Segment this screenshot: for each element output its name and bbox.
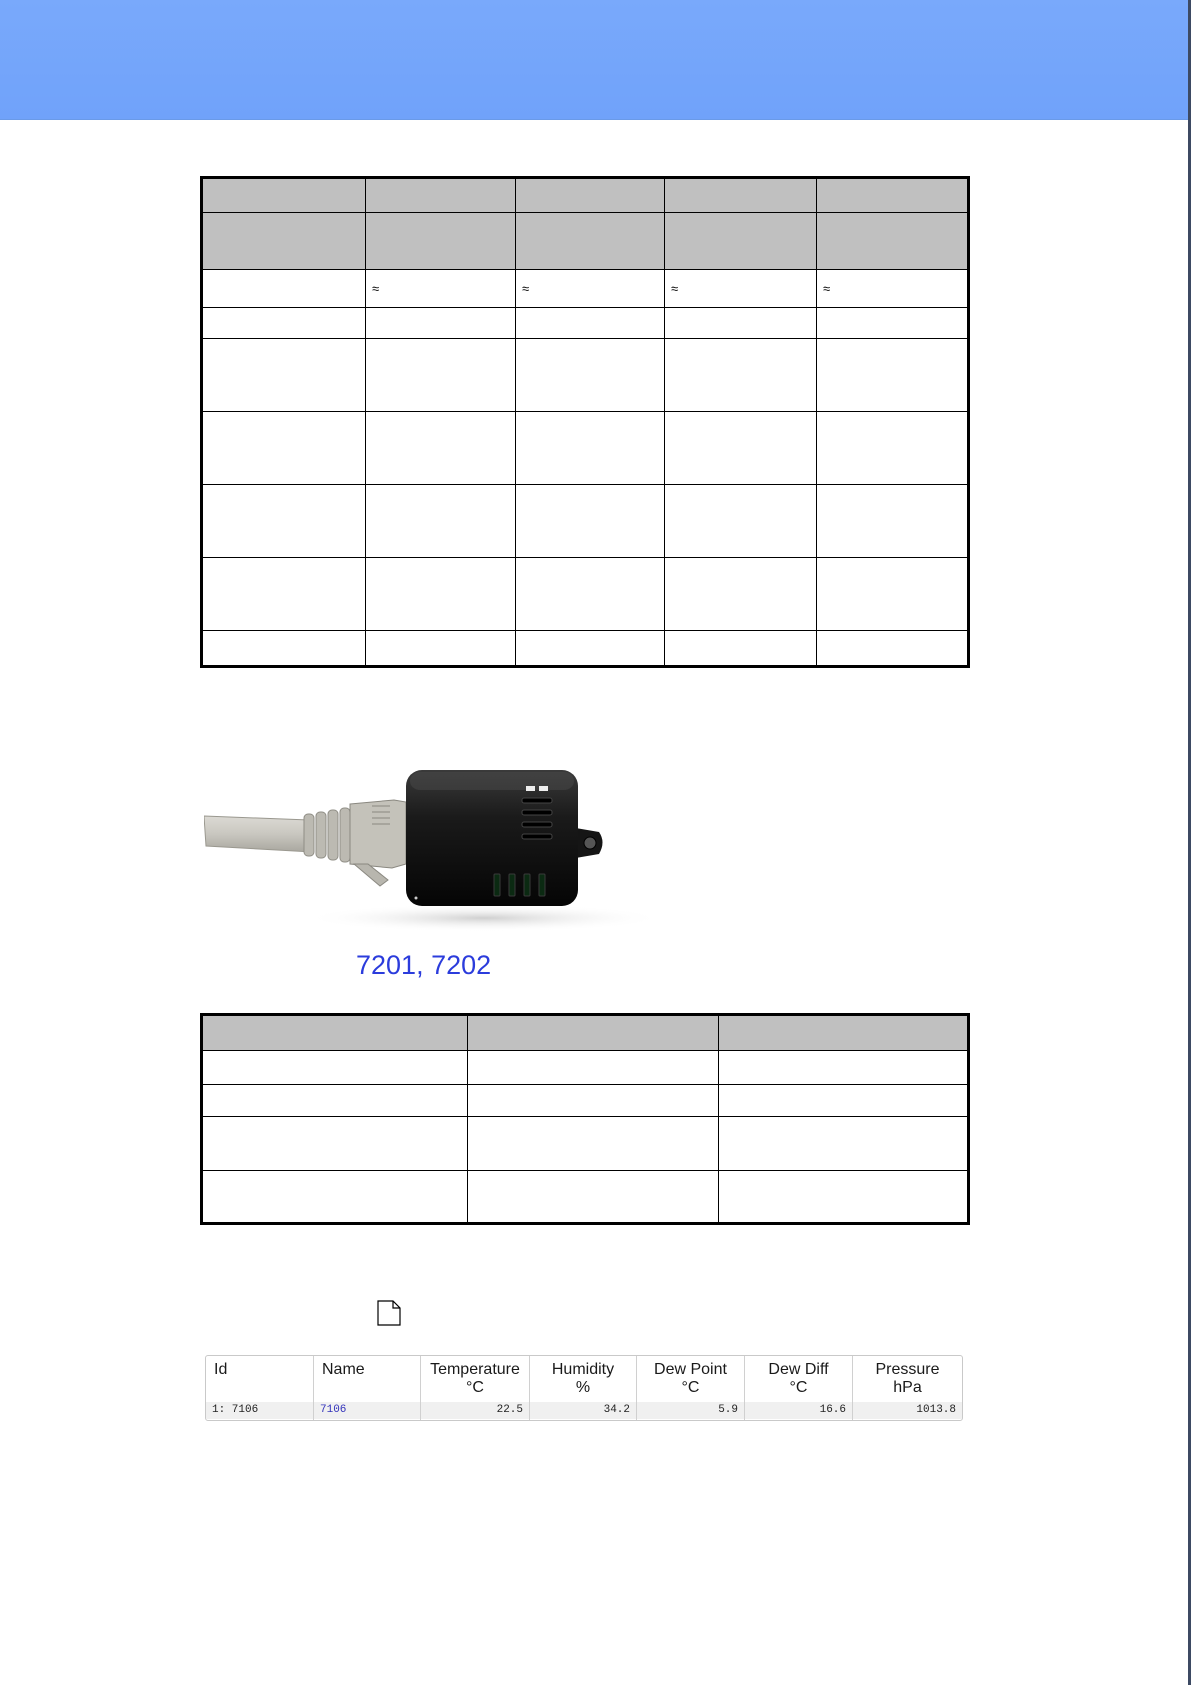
readout-value-pressure: 1013.8 [853,1402,962,1419]
spec-cell [817,558,969,631]
spec-row [202,308,969,339]
spec-approx-cell: ≈ [665,270,817,308]
spec-cell [516,631,665,667]
column-header: Dew Point [654,1361,727,1378]
spec-cell [516,485,665,558]
variant-cell [468,1085,719,1117]
variant-row [202,1171,969,1224]
spec-cell [366,485,516,558]
spec-cell [665,485,817,558]
variant-header-cell [468,1015,719,1051]
spec-approx-cell: ≈ [366,270,516,308]
readout-column-temperature [421,1356,530,1420]
spec-cell [516,339,665,412]
variant-cell [719,1171,969,1224]
spec-cell [202,558,366,631]
variant-row [202,1117,969,1171]
column-header: Id [214,1361,228,1378]
spec-cell [665,558,817,631]
readout-value-dew-diff: 16.6 [745,1402,852,1419]
page-header-band [0,0,1191,120]
spec-cell [366,412,516,485]
column-unit: °C [466,1379,484,1396]
variant-header-cell [719,1015,969,1051]
readout-value-id: 1: 7106 [206,1402,313,1419]
variant-cell [202,1171,468,1224]
variant-cell [202,1051,468,1085]
spec-cell [817,631,969,667]
spec-table [200,176,970,668]
spec-cell [516,412,665,485]
variant-table [200,1013,970,1225]
readout-value-humidity: 34.2 [530,1402,636,1419]
sensor-caption: 7201, 7202 [356,950,492,980]
spec-cell [665,412,817,485]
document-icon [377,1300,401,1326]
column-unit: % [575,1379,591,1396]
variant-cell [202,1085,468,1117]
variant-row [202,1051,969,1085]
sensor-photo [204,768,664,938]
spec-header-cell [665,178,817,213]
column-unit: hPa [893,1379,922,1396]
spec-subheader-row [202,213,969,270]
spec-subheader-cell [366,213,516,270]
variant-cell [719,1051,969,1085]
variant-row [202,1085,969,1117]
spec-header-row [202,178,969,213]
variant-cell [719,1085,969,1117]
column-header: Name [322,1361,365,1378]
readout-column-humidity [530,1356,637,1420]
variant-header-row [202,1015,969,1051]
spec-subheader-cell [202,213,366,270]
spec-header-cell [817,178,969,213]
spec-cell [817,485,969,558]
spec-cell [366,339,516,412]
variant-header-cell [202,1015,468,1051]
spec-cell [665,308,817,339]
spec-subheader-cell [516,213,665,270]
spec-cell [665,339,817,412]
readout-column-id [206,1356,314,1420]
column-header: Dew Diff [768,1361,829,1378]
readout-value-temperature: 22.5 [421,1402,529,1419]
spec-cell [202,631,366,667]
spec-approx-cell: ≈ [516,270,665,308]
column-header: Humidity [551,1361,615,1378]
spec-cell [817,308,969,339]
spec-row [202,558,969,631]
column-header: Pressure [875,1361,940,1378]
column-header: Temperature [430,1361,520,1378]
spec-row [202,412,969,485]
spec-cell [516,558,665,631]
spec-cell [202,412,366,485]
sensor-readout-table [205,1355,963,1421]
spec-cell [202,339,366,412]
spec-row [202,631,969,667]
spec-cell [366,308,516,339]
variant-cell [719,1117,969,1171]
spec-cell [202,485,366,558]
sensor-name-link[interactable]: 7106 [314,1402,420,1419]
variant-cell [202,1117,468,1171]
spec-cell [516,308,665,339]
readout-column-dew-point [637,1356,745,1420]
readout-column-dew-diff [745,1356,853,1420]
spec-header-cell [202,178,366,213]
readout-column-pressure [853,1356,962,1420]
column-unit: °C [681,1379,700,1396]
spec-approx-cell: ≈ [817,270,969,308]
spec-approx-row [202,270,969,308]
column-unit: °C [789,1379,808,1396]
spec-row [202,485,969,558]
variant-cell [468,1171,719,1224]
readout-value-dew-point: 5.9 [637,1402,744,1419]
readout-column-name [314,1356,421,1420]
spec-row [202,339,969,412]
variant-cell [468,1117,719,1171]
spec-header-cell [516,178,665,213]
spec-cell [202,308,366,339]
spec-cell [366,558,516,631]
spec-subheader-cell [665,213,817,270]
spec-cell [202,270,366,308]
spec-cell [817,412,969,485]
spec-cell [665,631,817,667]
spec-subheader-cell [817,213,969,270]
spec-cell [817,339,969,412]
spec-cell [366,631,516,667]
variant-cell [468,1051,719,1085]
spec-header-cell [366,178,516,213]
